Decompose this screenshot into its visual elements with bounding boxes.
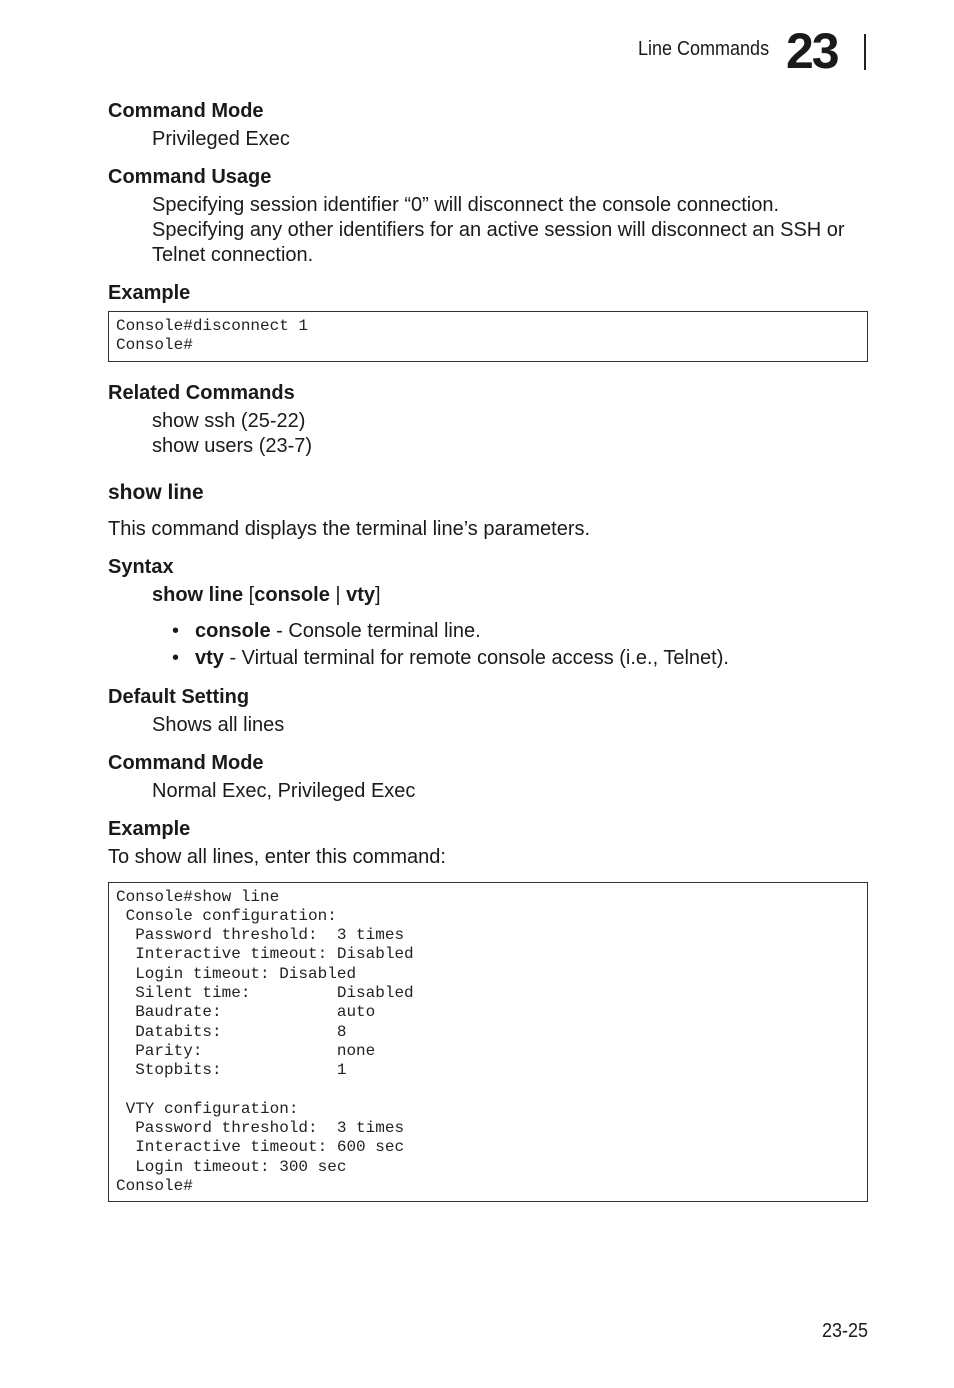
syntax-command: show line — [152, 583, 244, 606]
example-code-block: Console#show line Console configuration: Password threshold: 3 times Interactive timeout: Disabled Login timeout: Disabled Silent time: Disabled Baudrate: auto Databits: 8 Parity: none Stopbits: 1 VTY configuration: Password threshold: 3 times Interactive timeout: 600 sec Login timeout: 300 sec Console# — [108, 882, 868, 1203]
parameter-name: console — [195, 619, 271, 642]
command-mode-heading: Command Mode — [108, 751, 264, 774]
parameter-desc: - Virtual terminal for remote console access (i.e., Telnet). — [223, 646, 729, 669]
page-content — [108, 100, 868, 1202]
syntax-bracket-open: [ — [243, 583, 255, 606]
syntax-bracket-close: ] — [375, 583, 381, 606]
command-usage-line: Specifying session identifier “0” will disconnect the console connection. — [152, 194, 780, 216]
command-usage-text — [108, 193, 868, 268]
page-number: 23-25 — [822, 1320, 869, 1342]
command-usage-line: Specifying any other identifiers for an active session will disconnect an SSH or — [152, 219, 845, 241]
example-heading: Example — [108, 282, 191, 304]
syntax-separator: | — [329, 583, 347, 606]
parameter-item — [172, 618, 868, 645]
related-command-item: show ssh (25-22) — [152, 409, 306, 432]
example-code-block: Console#disconnect 1 Console# — [108, 311, 868, 362]
command-description: This command displays the terminal line’s parameters. — [108, 517, 591, 540]
parameter-name: vty — [195, 646, 224, 669]
syntax-option-vty: vty — [346, 583, 376, 606]
command-usage-heading: Command Usage — [108, 166, 272, 188]
command-mode-heading: Command Mode — [108, 100, 264, 122]
chapter-number: 23 — [786, 23, 838, 79]
example-intro: To show all lines, enter this command: — [108, 845, 446, 868]
related-command-item: show users (23-7) — [152, 434, 313, 457]
parameter-item — [172, 645, 868, 672]
command-mode-value: Normal Exec, Privileged Exec — [152, 779, 416, 802]
parameter-list — [108, 618, 868, 672]
command-title: show line — [108, 480, 204, 504]
syntax-line — [108, 583, 868, 608]
header-section-title: Line Commands — [638, 38, 770, 60]
chapter-divider — [864, 34, 866, 70]
default-setting-heading: Default Setting — [108, 685, 250, 708]
command-mode-value: Privileged Exec — [152, 128, 290, 150]
default-setting-value: Shows all lines — [152, 713, 285, 736]
example-heading: Example — [108, 817, 191, 840]
syntax-heading: Syntax — [108, 555, 174, 578]
syntax-option-console: console — [254, 583, 330, 606]
command-usage-line: Telnet connection. — [152, 244, 314, 266]
parameter-desc: - Console terminal line. — [270, 619, 481, 642]
related-commands-heading: Related Commands — [108, 381, 295, 404]
related-commands-list — [108, 409, 868, 459]
